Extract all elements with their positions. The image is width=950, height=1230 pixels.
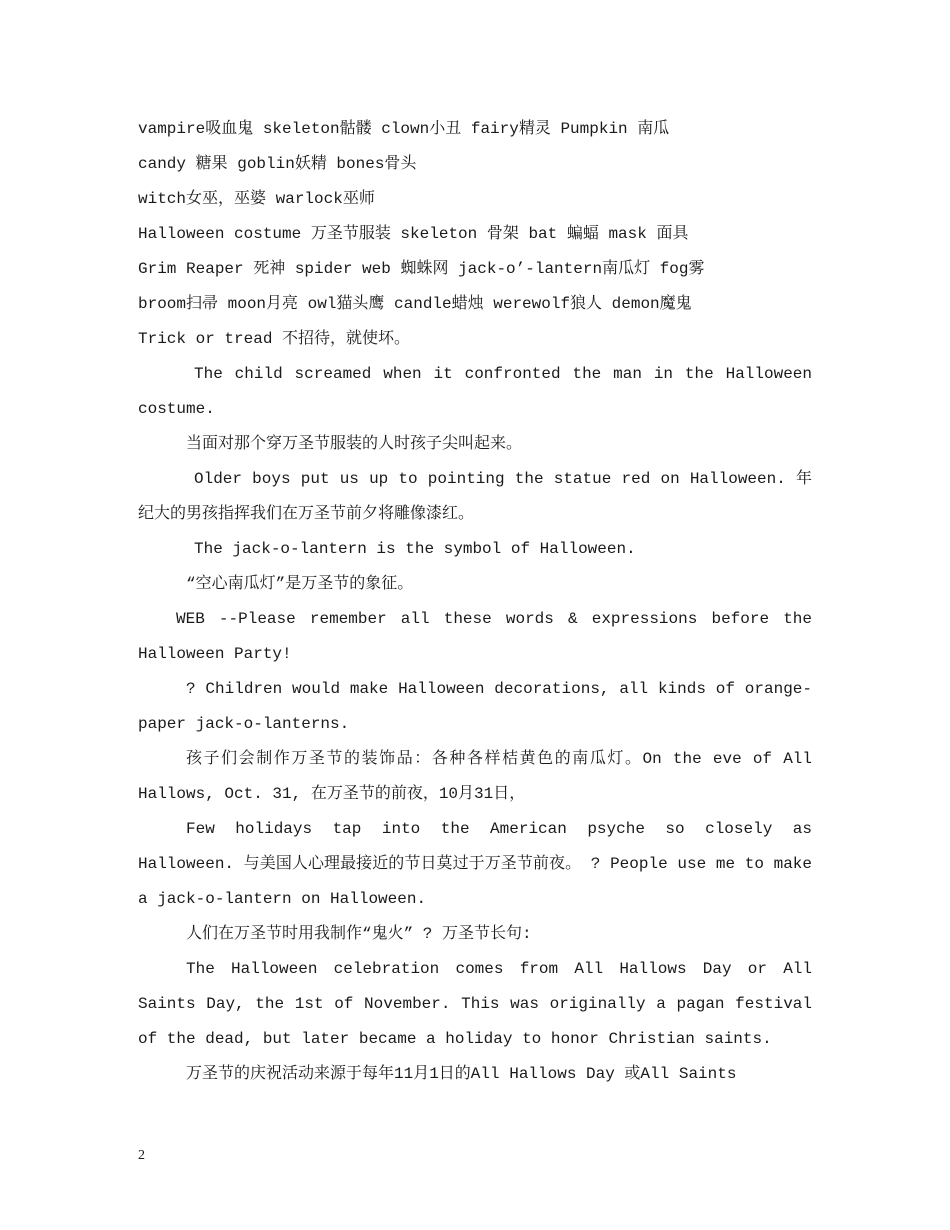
sentence-people-use-me-translation: 人们在万圣节时用我制作“鬼火” ? 万圣节长句: [186, 925, 532, 943]
phrase-trick-or-treat: Trick or tread 不招待，就使坏。 [138, 330, 411, 348]
sentence-older-boys: Older boys put us up to pointing the statue red on Halloween. 年纪大的男孩指挥我们在万圣节前夕将雕像漆红。 [138, 470, 812, 523]
sentence-jack-o-lantern-translation: “空心南瓜灯”是万圣节的象征。 [186, 575, 414, 593]
vocab-line-4: Halloween costume 万圣节服装 skeleton 骨架 bat 蝙蝠 mask 面具 [138, 225, 689, 243]
vocab-line-2: candy 糖果 goblin妖精 bones骨头 [138, 155, 417, 173]
paragraph-halloween-origin: The Halloween celebration comes from All Hallows Day or All Saints Day, the 1st of November. This was originally a pagan festival of the dead, but later became a holiday to honor Christian saints. [138, 960, 812, 1048]
paragraph-halloween-origin-translation: 万圣节的庆祝活动来源于每年11月1日的All Hallows Day 或All Saints [186, 1065, 737, 1083]
sentence-child-screamed-translation: 当面对那个穿万圣节服装的人时孩子尖叫起来。 [186, 435, 523, 453]
vocab-line-5: Grim Reaper 死神 spider web 蜘蛛网 jack-o’-lantern南瓜灯 fog雾 [138, 260, 705, 278]
vocab-line-3: witch女巫，巫婆 warlock巫师 [138, 190, 375, 208]
sentence-child-screamed: The child screamed when it confronted the man in the Halloween costume. [138, 365, 812, 418]
sentence-decorations-translation: 孩子们会制作万圣节的装饰品：各种各样桔黄色的南瓜灯。On the eve of All Hallows, Oct. 31, 在万圣节的前夜，10月31日， [138, 750, 812, 803]
sentence-few-holidays: Few holidays tap into the American psyche so closely as Halloween. 与美国人心理最接近的节日莫过于万圣节前夜。 ? People use me to make a jack-o-lantern on Halloween. [138, 820, 812, 908]
sentence-jack-o-lantern-symbol: The jack-o-lantern is the symbol of Halloween. [194, 540, 636, 558]
vocab-line-6: broom扫帚 moon月亮 owl猫头鹰 candle蜡烛 werewolf狼人 demon魔鬼 [138, 295, 692, 313]
page-number: 2 [138, 1148, 145, 1163]
vocab-line-1: vampire吸血鬼 skeleton骷髅 clown小丑 fairy精灵 Pumpkin 南瓜 [138, 120, 670, 138]
web-reminder: WEB --Please remember all these words & expressions before the Halloween Party! [138, 610, 812, 663]
document-body [138, 112, 812, 1092]
sentence-children-decorations: ? Children would make Halloween decorations, all kinds of orange-paper jack-o-lanterns. [138, 680, 812, 733]
